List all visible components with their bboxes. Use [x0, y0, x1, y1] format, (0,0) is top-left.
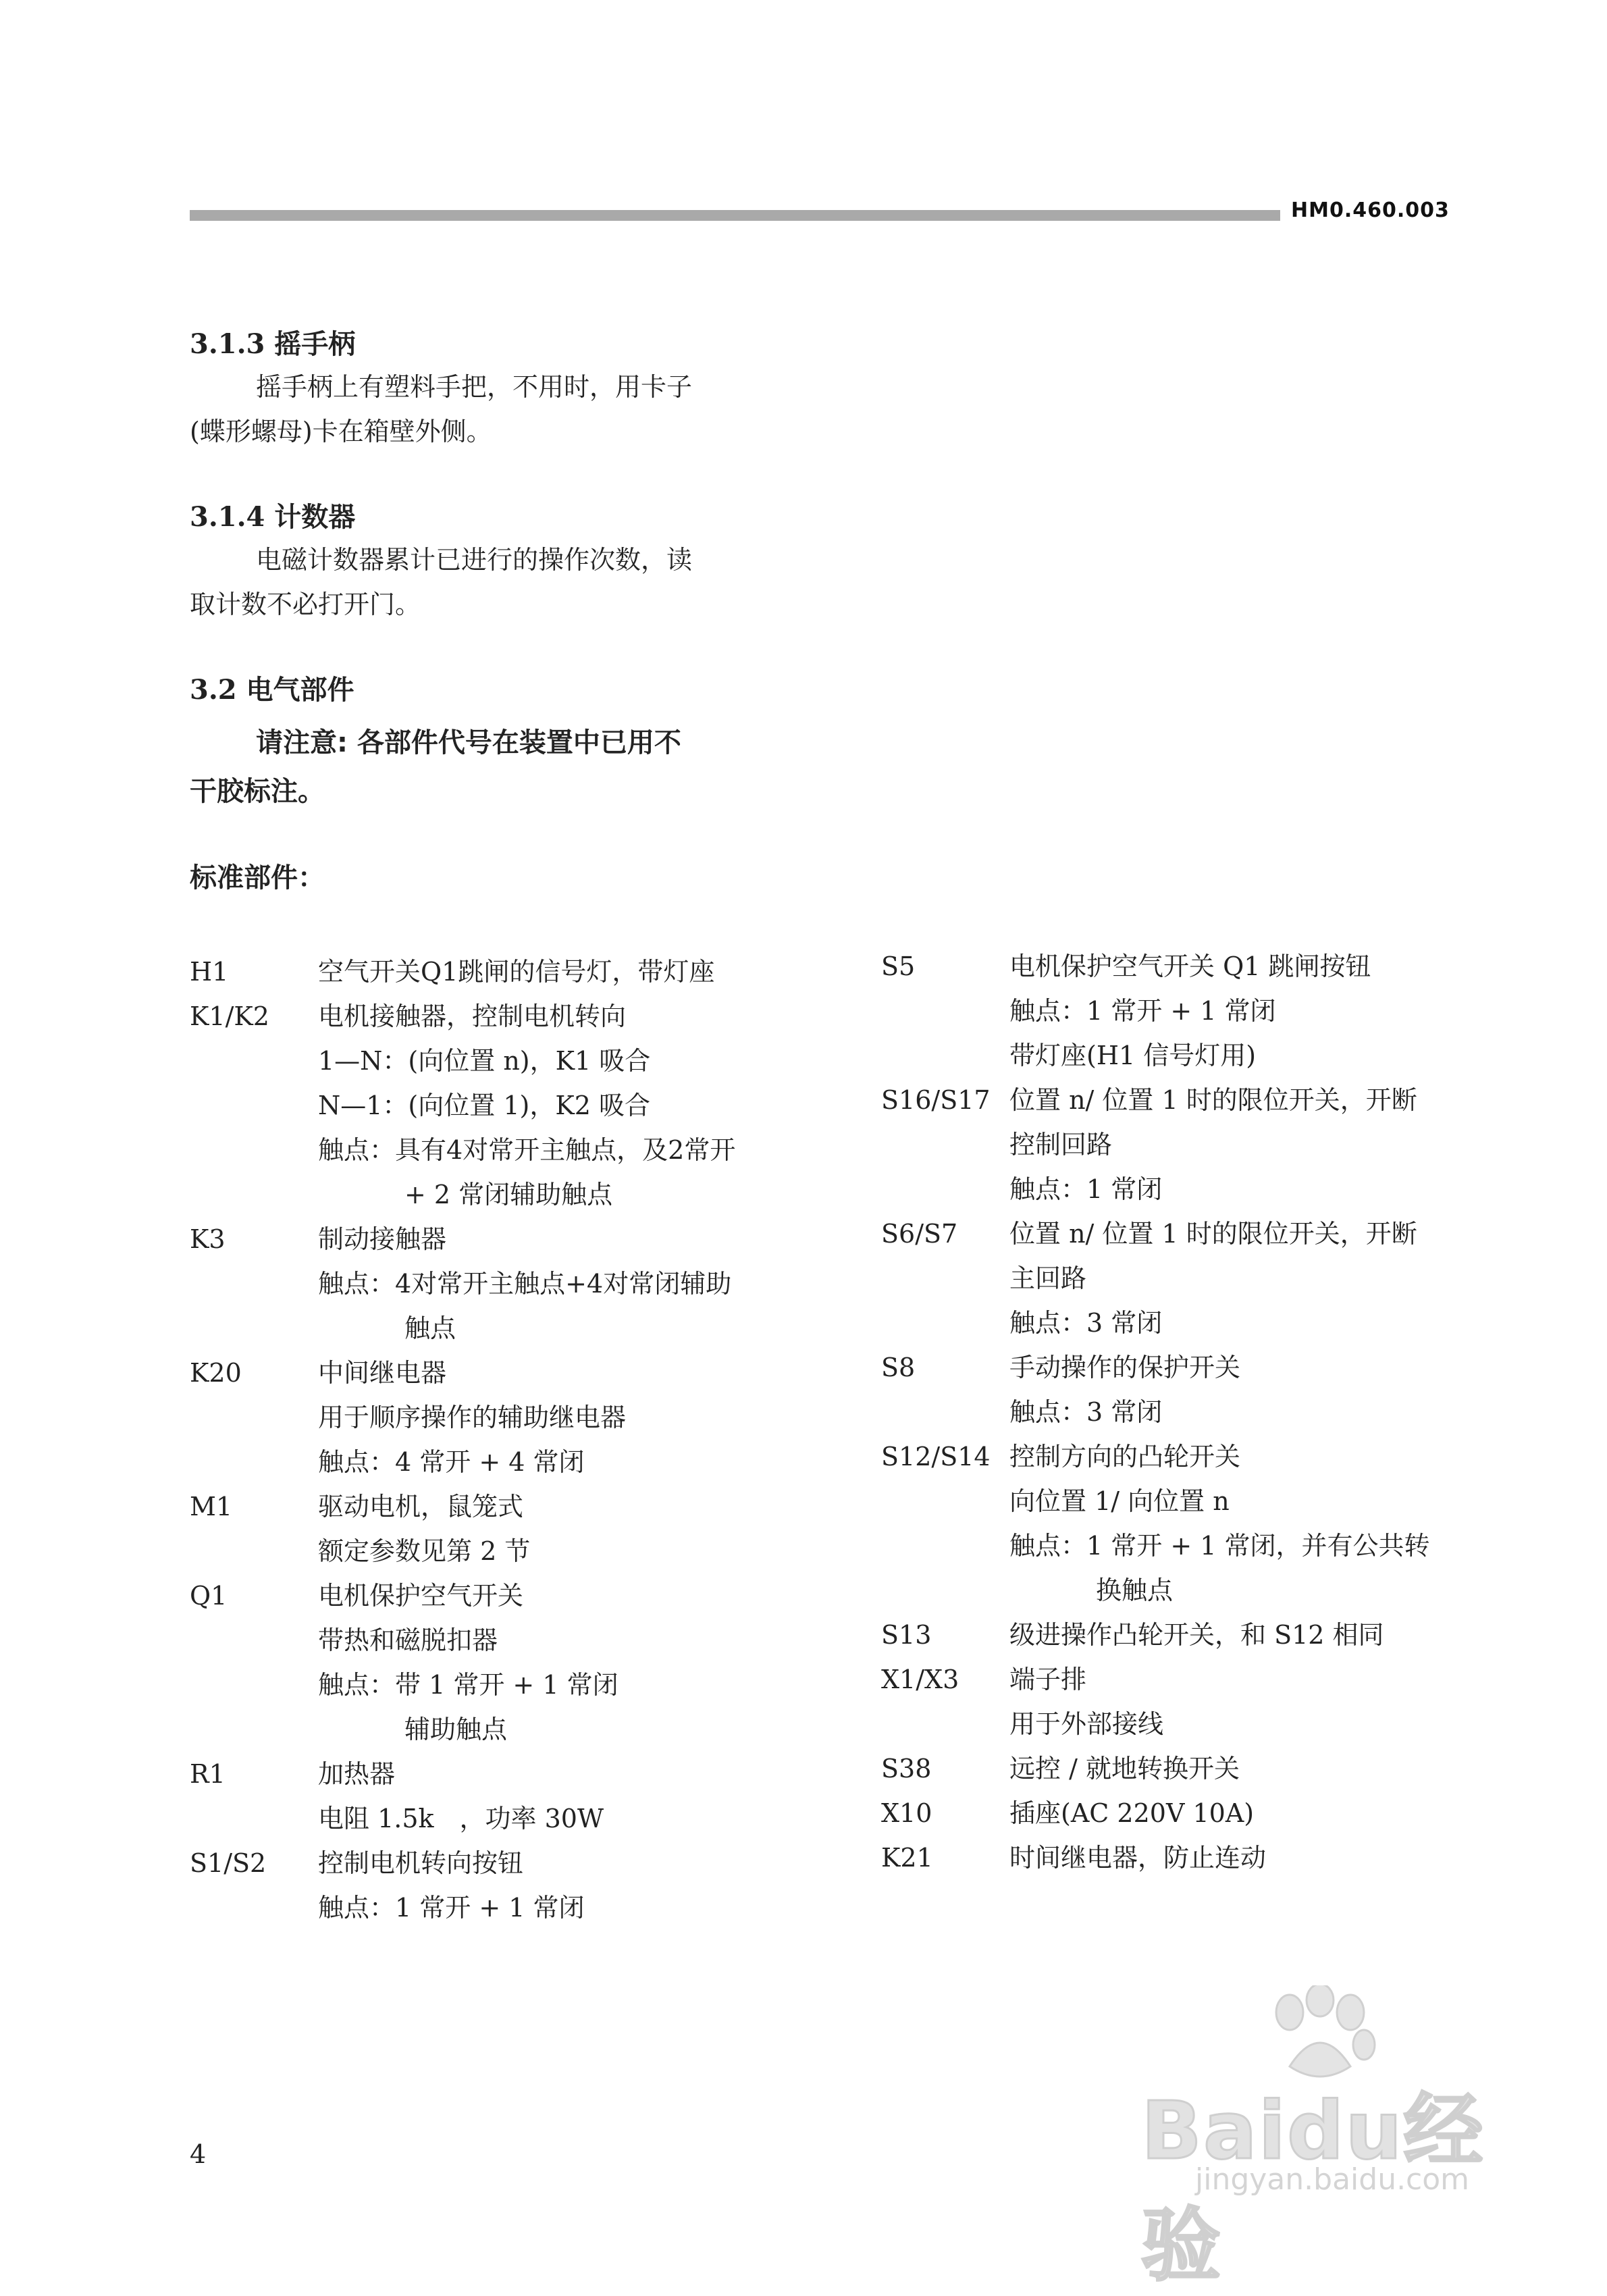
part-description-line: 1—N：(向位置 n)，K1 吸合 [318, 1046, 651, 1076]
part-description [318, 1351, 784, 1484]
part-description [1009, 1835, 1475, 1880]
part-code: K21 [881, 1843, 933, 1873]
part-description-line: 用于外部接线 [1009, 1709, 1164, 1739]
part-description-line: 位置 n/ 位置 1 时的限位开关，开断 [1009, 1219, 1417, 1249]
part-description-line: 带热和磁脱扣器 [318, 1625, 498, 1655]
part-description [318, 1752, 784, 1841]
part-description-line: 加热器 [318, 1759, 396, 1789]
part-description-line: 触点：4对常开主触点+4对常闭辅助 [318, 1269, 732, 1299]
part-description-line: 触点：1 常开 + 1 常闭 [1009, 996, 1276, 1026]
part-description-line: 控制电机转向按钮 [318, 1848, 524, 1878]
part-entry [881, 1078, 1475, 1211]
part-description [1009, 1657, 1475, 1746]
baidu-watermark [1141, 1985, 1560, 2292]
part-description [1009, 1746, 1475, 1791]
part-entry [881, 1791, 1475, 1835]
part-description-line: 级进操作凸轮开关，和 S12 相同 [1009, 1620, 1384, 1650]
watermark-brand: Baidu经验 [1141, 2084, 1485, 2292]
page-number: 4 [190, 2139, 207, 2169]
part-code: X1/X3 [881, 1665, 959, 1694]
part-description [1009, 1791, 1475, 1835]
part-code: S6/S7 [881, 1219, 958, 1249]
part-entry [881, 1345, 1475, 1434]
part-description-line: N—1：(向位置 1)，K2 吸合 [318, 1091, 650, 1120]
part-description-line: 位置 n/ 位置 1 时的限位开关，开断 [1009, 1085, 1417, 1115]
part-entry [881, 1657, 1475, 1746]
part-code: H1 [190, 957, 229, 987]
part-description-line: 控制方向的凸轮开关 [1009, 1442, 1241, 1471]
part-code: S8 [881, 1353, 916, 1382]
part-description-line: 控制回路 [1009, 1130, 1113, 1159]
part-description-line: 触点：1 常开 + 1 常闭 [318, 1893, 585, 1923]
part-entry [881, 1835, 1475, 1880]
part-code: S1/S2 [190, 1848, 267, 1878]
part-description-line: 端子排 [1009, 1665, 1087, 1694]
part-entry [881, 1746, 1475, 1791]
part-code: R1 [190, 1759, 226, 1789]
part-entry [190, 1752, 784, 1841]
part-description-line: 空气开关Q1跳闸的信号灯，带灯座 [318, 957, 715, 987]
parts-list-left [190, 949, 784, 1930]
standard-parts-title: 标准部件： [190, 862, 325, 893]
part-description-line: 触点：1 常闭 [1009, 1174, 1163, 1204]
part-description-line: 主回路 [1009, 1263, 1087, 1293]
part-description-line: 换触点 [1096, 1575, 1174, 1605]
watermark-url: jingyan.baidu.com [1195, 2162, 1470, 2197]
part-description [1009, 1078, 1475, 1211]
part-code: K3 [190, 1224, 226, 1254]
notice-text: 请注意: 各部件代号在装置中已用不 干胶标注。 [190, 727, 681, 807]
part-description [318, 949, 784, 994]
part-entry [881, 1434, 1475, 1613]
part-description [318, 994, 784, 1217]
part-description-line: 触点：1 常开 + 1 常闭，并有公共转 [1009, 1531, 1430, 1561]
intro-column [190, 324, 784, 898]
part-entry [881, 944, 1475, 1078]
part-description [1009, 1434, 1475, 1613]
part-description-line: 辅助触点 [404, 1715, 508, 1744]
part-description [318, 1841, 784, 1930]
part-description-line: 电机保护空气开关 Q1 跳闸按钮 [1009, 951, 1371, 981]
part-description [1009, 1345, 1475, 1434]
part-description-line: 触点：3 常闭 [1009, 1308, 1163, 1338]
part-entry [190, 994, 784, 1217]
part-description-line: 驱动电机，鼠笼式 [318, 1492, 524, 1521]
part-code: K20 [190, 1358, 242, 1388]
part-description-line: 制动接触器 [318, 1224, 447, 1254]
part-description-line: 电阻 1.5k ，功率 30W [318, 1804, 604, 1833]
part-description-line: 远控 / 就地转换开关 [1009, 1754, 1240, 1783]
part-code: K1/K2 [190, 1001, 269, 1031]
part-code: M1 [190, 1492, 233, 1521]
part-description [1009, 944, 1475, 1078]
part-description-line: 时间继电器，防止连动 [1009, 1843, 1267, 1873]
section-body-counter: 电磁计数器累计已进行的操作次数，读 取计数不必打开门。 [190, 545, 693, 619]
part-code: S5 [881, 951, 916, 981]
part-description-line: + 2 常闭辅助触点 [404, 1180, 613, 1209]
section-title-counter: 3.1.4 计数器 [190, 501, 356, 533]
part-description-line: 电机保护空气开关 [318, 1581, 524, 1611]
part-description [318, 1217, 784, 1351]
part-code: Q1 [190, 1581, 228, 1611]
part-entry [190, 1841, 784, 1930]
part-description-line: 用于顺序操作的辅助继电器 [318, 1403, 627, 1432]
part-description [1009, 1211, 1475, 1345]
part-description-line: 触点：具有4对常开主触点，及2常开 [318, 1135, 736, 1165]
part-entry [190, 1217, 784, 1351]
header-rule [190, 210, 1280, 221]
part-description [318, 1573, 784, 1752]
part-description-line: 额定参数见第 2 节 [318, 1536, 531, 1566]
part-entry [190, 949, 784, 994]
part-entry [190, 1351, 784, 1484]
part-description-line: 电机接触器，控制电机转向 [318, 1001, 627, 1031]
part-code: X10 [881, 1798, 932, 1828]
part-description-line: 触点：4 常开 + 4 常闭 [318, 1447, 585, 1477]
part-description-line: 插座(AC 220V 10A) [1009, 1798, 1255, 1828]
part-entry [881, 1613, 1475, 1657]
part-description-line: 手动操作的保护开关 [1009, 1353, 1241, 1382]
part-code: S13 [881, 1620, 932, 1650]
part-code: S12/S14 [881, 1442, 991, 1471]
part-entry [190, 1484, 784, 1573]
part-code: S16/S17 [881, 1085, 991, 1115]
part-description-line: 触点：带 1 常开 + 1 常闭 [318, 1670, 618, 1700]
part-description-line: 中间继电器 [318, 1358, 447, 1388]
section-title-crank: 3.1.3 摇手柄 [190, 328, 356, 360]
part-code: S38 [881, 1754, 932, 1783]
section-title-electrical: 3.2 电气部件 [190, 674, 354, 706]
document-code: HM0.460.003 [1291, 199, 1450, 222]
part-description-line: 带灯座(H1 信号灯用) [1009, 1041, 1257, 1070]
part-entry [881, 1211, 1475, 1345]
part-description-line: 触点：3 常闭 [1009, 1397, 1163, 1427]
part-entry [190, 1573, 784, 1752]
part-description [318, 1484, 784, 1573]
parts-list-right [881, 944, 1475, 1880]
part-description-line: 向位置 1/ 向位置 n [1009, 1486, 1230, 1516]
section-body-crank: 摇手柄上有塑料手把，不用时，用卡子 (蝶形螺母)卡在箱壁外侧。 [190, 372, 693, 446]
part-description-line: 触点 [404, 1313, 456, 1343]
part-description [1009, 1613, 1475, 1657]
